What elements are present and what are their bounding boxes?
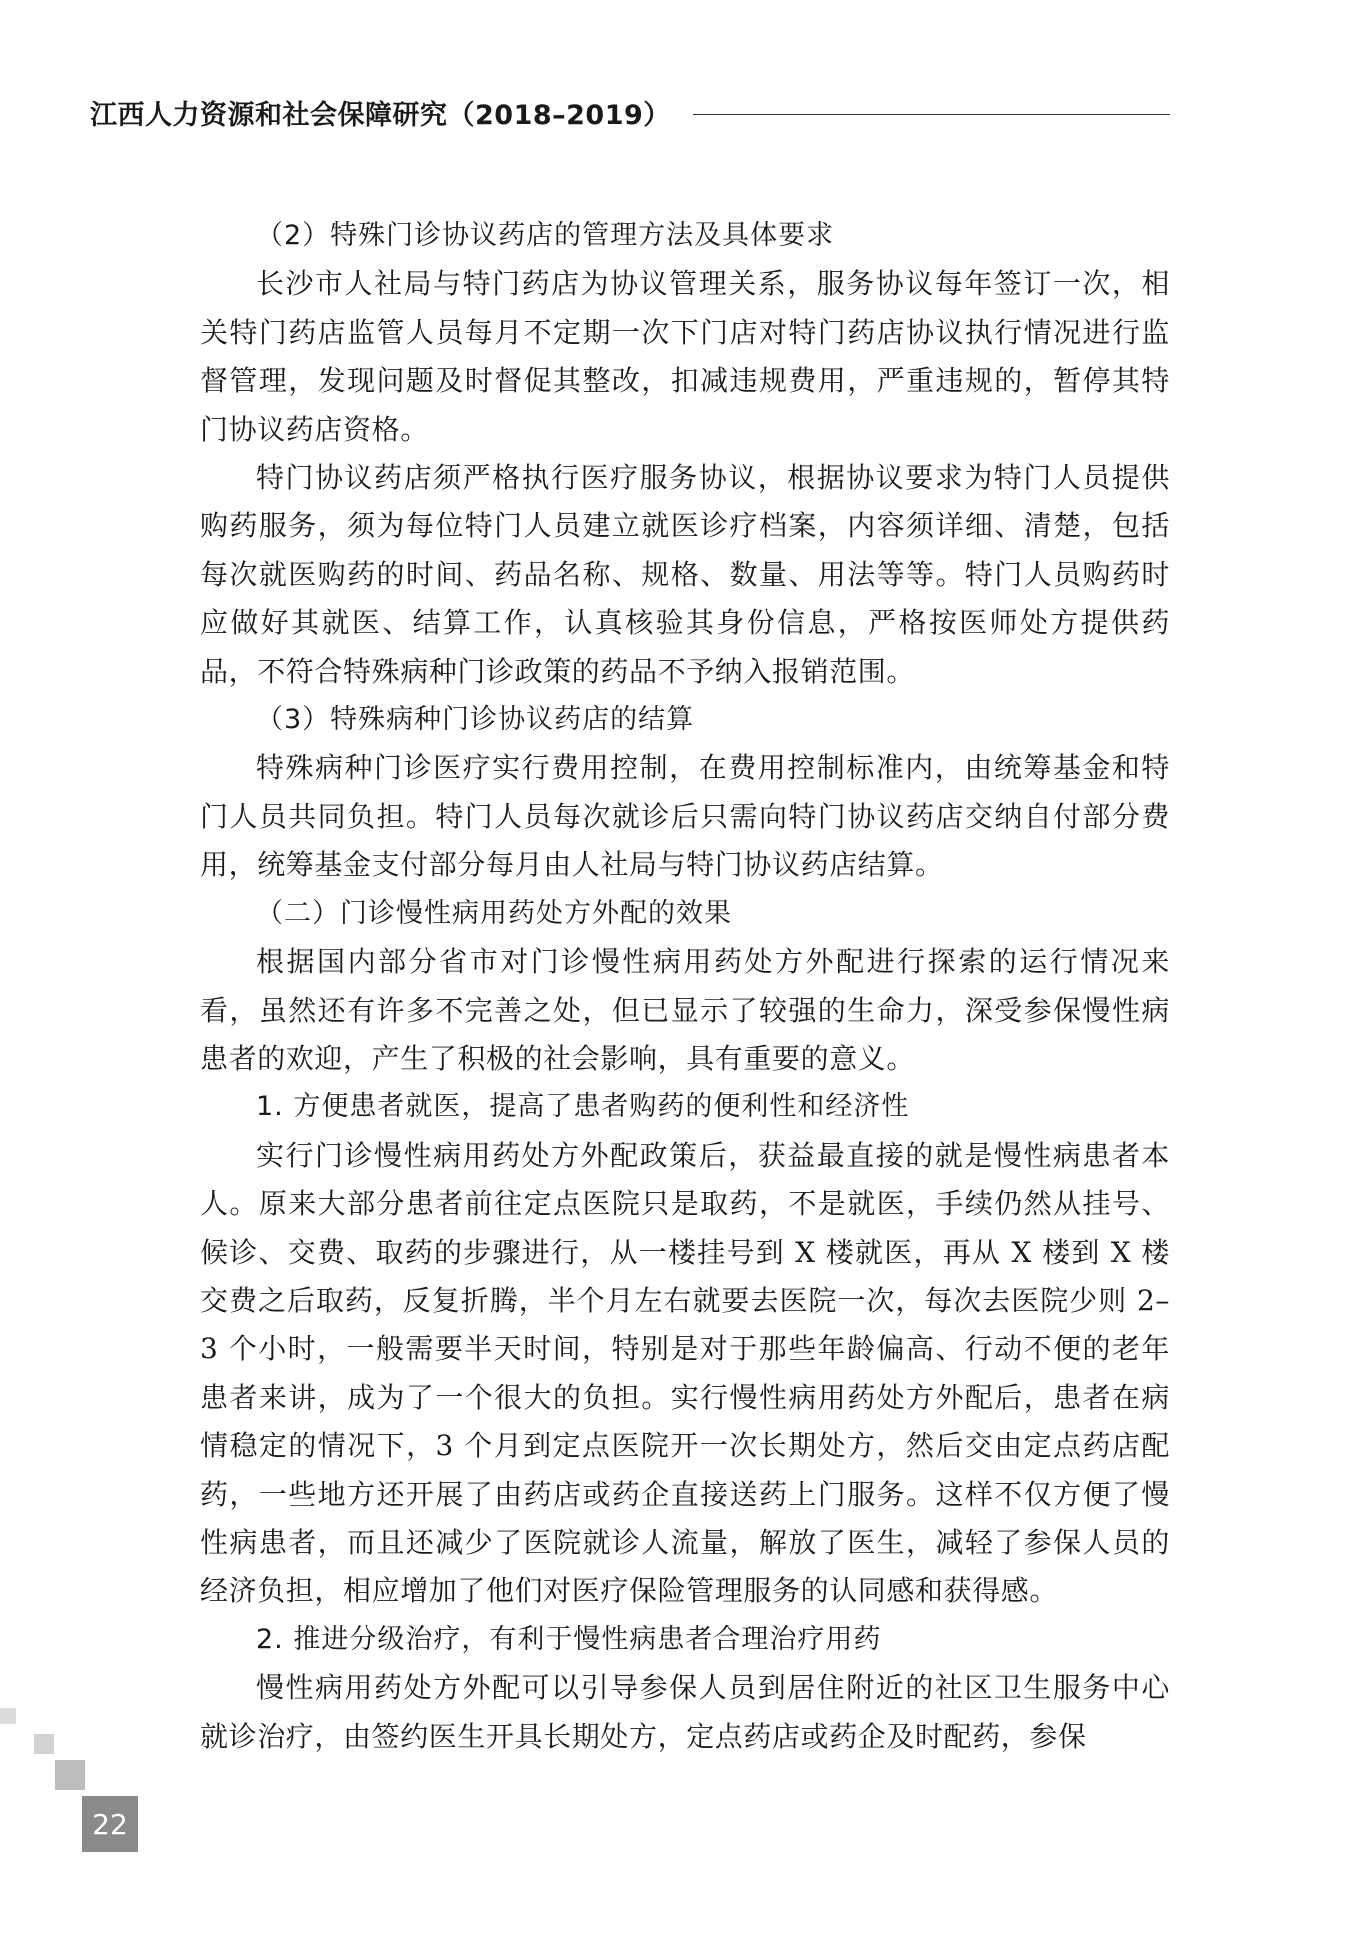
running-header [90, 84, 1170, 140]
decorative-square [55, 1760, 85, 1790]
header-rule [693, 114, 1170, 115]
paragraph: 特门协议药店须严格执行医疗服务协议，根据协议要求为特门人员提供购药服务，须为每位特门人员建立就医诊疗档案，内容须详细、清楚，包括每次就医购药的时间、药品名称、规格、数量、用法等等。特门人员购药时应做好其就医、结算工作，认真核验其身份信息，严格按医师处方提供药品，不符合特殊病种门诊政策的药品不予纳入报销范围。 [200, 461, 1170, 688]
paragraph: 特殊病种门诊医疗实行费用控制，在费用控制标准内，由统筹基金和特门人员共同负担。特门人员每次就诊后只需向特门协议药店交纳自付部分费用，统筹基金支付部分每月由人社局与特门协议药店结算。 [200, 751, 1170, 882]
paragraph: 慢性病用药处方外配可以引导参保人员到居住附近的社区卫生服务中心就诊治疗，由签约医生开具长期处方，定点药店或药企及时配药，参保 [200, 1671, 1170, 1753]
section-heading: 2. 推进分级治疗，有利于慢性病患者合理治疗用药 [256, 1623, 882, 1655]
paragraph: 实行门诊慢性病用药处方外配政策后，获益最直接的就是慢性病患者本人。原来大部分患者前往定点医院只是取药，不是就医，手续仍然从挂号、候诊、交费、取药的步骤进行，从一楼挂号到 X 楼就医，再从 X 楼到 X 楼交费之后取药，反复折腾，半个月左右就要去医院一次，每次去医院少则 2–3 个小时，一般需要半天时间，特别是对于那些年龄偏高、行动不便的老年患者来讲，成为了一个很大的负担。实行慢性病用药处方外配后，患者在病情稳定的情况下，3 个月到定点医院开一次长期处方，然后交由定点药店配药，一些地方还开展了由药店或药企直接送药上门服务。这样不仅方便了慢性病患者，而且还减少了医院就诊人流量，解放了医生，减轻了参保人员的经济负担，相应增加了他们对医疗保险管理服务的认同感和获得感。 [200, 1138, 1170, 1608]
decorative-square [34, 1734, 54, 1754]
section-heading: （2）特殊门诊协议药店的管理方法及具体要求 [256, 220, 835, 251]
section-heading: （3）特殊病种门诊协议药店的结算 [256, 704, 695, 736]
paragraph: 根据国内部分省市对门诊慢性病用药处方外配进行探索的运行情况来看，虽然还有许多不完善之处，但已显示了较强的生命力，深受参保慢性病患者的欢迎，产生了积极的社会影响，具有重要的意义。 [200, 945, 1170, 1075]
decorative-square [0, 1708, 16, 1724]
section-heading: （二）门诊慢性病用药处方外配的效果 [256, 897, 732, 929]
page-number: 22 [82, 1796, 138, 1852]
main-content [200, 212, 1170, 1761]
book-title: 江西人力资源和社会保障研究（2018–2019） [90, 99, 671, 131]
paragraph: 长沙市人社局与特门药店为协议管理关系，服务协议每年签订一次，相关特门药店监管人员每月不定期一次下门店对特门药店协议执行情况进行监督管理，发现问题及时督促其整改，扣减违规费用，严重违规的，暂停其特门协议药店资格。 [200, 267, 1170, 446]
section-heading: 1. 方便患者就医，提高了患者购药的便利性和经济性 [256, 1091, 910, 1123]
